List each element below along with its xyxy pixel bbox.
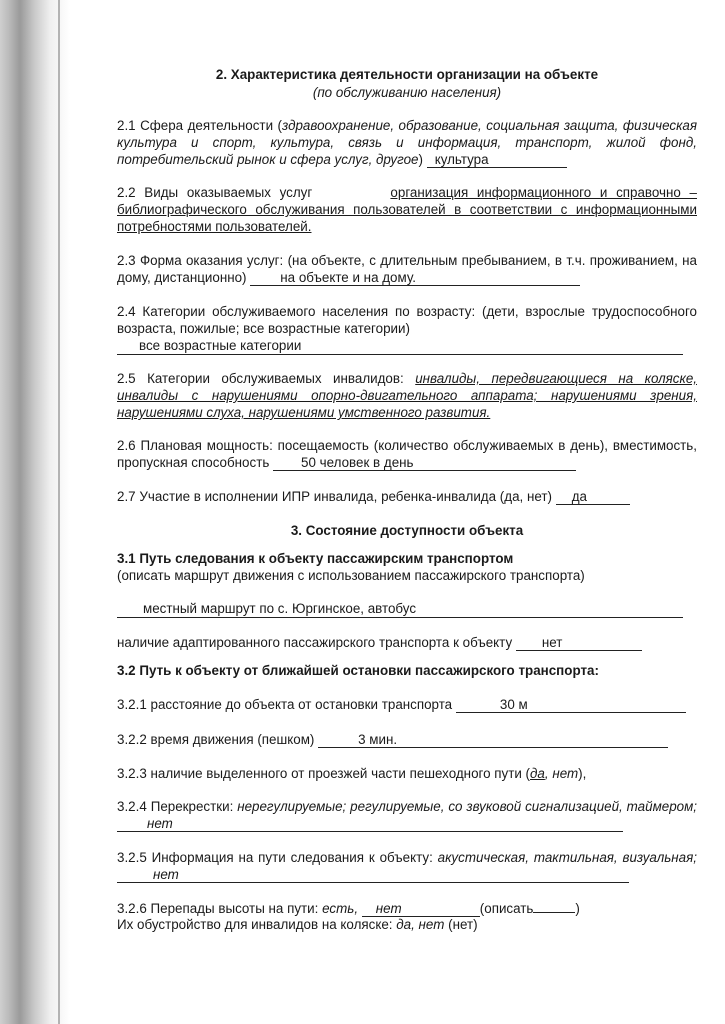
- section-2-subtitle: (по обслуживанию населения): [312, 85, 502, 100]
- item-3-2-4: [117, 798, 697, 832]
- item-2-7-value: да: [556, 490, 630, 505]
- item-3-2-6-line2-value: (нет): [448, 917, 478, 932]
- item-3-2-5-options: акустическая, тактильная, визуальная;: [437, 850, 697, 865]
- item-2-2-value: организация информационного и справочно – библиографического обслуживания пользователей в соответствии с информационными потребностями пользователей.: [117, 185, 697, 234]
- item-3-1-adapted: [117, 634, 697, 651]
- item-2-6: [117, 437, 697, 471]
- item-2-5-value: инвалиды, передвигающиеся на коляске, инвалиды с нарушениями опорно-двигательного аппарата; нарушениями зрения, нарушениями слуха, нарушениями умственного развития.: [117, 371, 697, 420]
- item-2-6-label: 2.6 Плановая мощность: посещаемость (количество обслуживаемых в день), вместимость, пропускная способность: [117, 438, 697, 470]
- item-2-1-close: ): [418, 152, 423, 167]
- item-2-2-label: 2.2 Виды оказываемых услуг: [117, 185, 313, 200]
- item-3-2-4-label: 3.2.4 Перекрестки:: [117, 799, 234, 814]
- item-3-1-adapted-label: наличие адаптированного пассажирского транспорта к объекту: [117, 635, 513, 650]
- item-3-2-6-label: 3.2.6 Перепады высоты на пути:: [117, 901, 319, 916]
- item-3-2-5-label: 3.2.5 Информация на пути следования к объекту:: [117, 850, 433, 865]
- item-3-1-value: местный маршрут по с. Юргинское, автобус: [117, 600, 683, 618]
- item-2-3-label: 2.3 Форма оказания услуг: (на объекте, с длительным пребыванием, в т.ч. проживанием, на дому, дистанционно): [117, 253, 697, 285]
- item-3-2-6-describe: (описать: [479, 901, 534, 916]
- item-2-7: [117, 488, 697, 505]
- item-3-2-3: [117, 765, 697, 782]
- document-page: [117, 0, 697, 1024]
- item-3-2-6-describe-blank: [533, 912, 575, 913]
- item-2-3-value: на объекте и на дому.: [250, 271, 580, 286]
- item-3-2-6-line2: [117, 916, 697, 933]
- item-2-6-value: 50 человек в день: [273, 456, 576, 471]
- item-2-3: [117, 252, 697, 286]
- section-3-title: 3. Состояние доступности объекта: [290, 523, 524, 538]
- item-3-2-3-sep: ,: [544, 766, 553, 781]
- item-2-1-label: 2.1 Сфера деятельности (: [117, 118, 282, 133]
- item-2-4: [117, 303, 697, 337]
- item-2-2: [117, 184, 697, 235]
- item-3-2-1-label: 3.2.1 расстояние до объекта от остановки транспорта: [117, 697, 453, 712]
- item-3-2-title: 3.2 Путь к объекту от ближайшей остановки пассажирского транспорта:: [117, 663, 599, 678]
- item-3-2-6-line2-label: Их обустройство для инвалидов на коляске:: [117, 917, 393, 932]
- item-3-2-4-value: нет: [117, 817, 623, 832]
- item-3-2-3-yes: да: [530, 766, 545, 781]
- item-3-2-6: [117, 900, 697, 917]
- item-2-1: [117, 117, 697, 168]
- item-2-5-label: 2.5 Категории обслуживаемых инвалидов:: [117, 371, 404, 386]
- scan-binding-shadow: [0, 0, 72, 1024]
- item-3-2-2-value: 3 мин.: [318, 733, 668, 748]
- item-3-1-title: 3.1 Путь следования к объекту пассажирским транспортом: [117, 551, 514, 566]
- item-3-2-6-opt: есть,: [322, 901, 359, 916]
- item-3-2-2: [117, 731, 697, 748]
- item-2-1-options: здравоохранение, образование, социальная защита, физическая культура и спорт, культура, связь и информация, транспорт, жилой фонд, потребительский рынок и сфера услуг, другое: [117, 118, 698, 167]
- item-2-4-value: все возрастные категории: [117, 337, 683, 355]
- item-3-1-note: (описать маршрут движения с использованием пассажирского транспорта): [117, 568, 585, 583]
- item-2-5: [117, 370, 697, 421]
- item-3-2-6-describe-close: ): [575, 901, 580, 916]
- item-3-2-2-label: 3.2.2 время движения (пешком): [117, 732, 315, 747]
- item-3-2-3-close: ),: [578, 766, 587, 781]
- item-3-2-1: [117, 696, 697, 713]
- section-2-title: 2. Характеристика деятельности организации на объекте: [215, 67, 599, 82]
- item-3-2-4-options: нерегулируемые; регулируемые, со звуковой сигнализацией, таймером;: [237, 799, 697, 814]
- item-2-7-label: 2.7 Участие в исполнении ИПР инвалида, ребенка-инвалида (да, нет): [117, 489, 552, 504]
- item-3-2-3-no: нет: [552, 766, 579, 781]
- item-3-2-6-line2-opts: да, нет: [396, 917, 445, 932]
- item-3-2-3-label: 3.2.3 наличие выделенного от проезжей части пешеходного пути (: [117, 766, 531, 781]
- item-2-4-label: 2.4 Категории обслуживаемого населения по возрасту: (дети, взрослые трудоспособного возраста, пожилые; все возрастные категории): [117, 304, 697, 336]
- item-3-1-adapted-value: нет: [516, 636, 642, 651]
- item-3-2-1-value: 30 м: [456, 698, 686, 713]
- item-2-1-value: культура: [427, 153, 567, 168]
- item-3-2-5-value: нет: [117, 868, 629, 883]
- item-3-2-6-value: нет: [362, 902, 480, 917]
- item-3-2-5: [117, 849, 697, 883]
